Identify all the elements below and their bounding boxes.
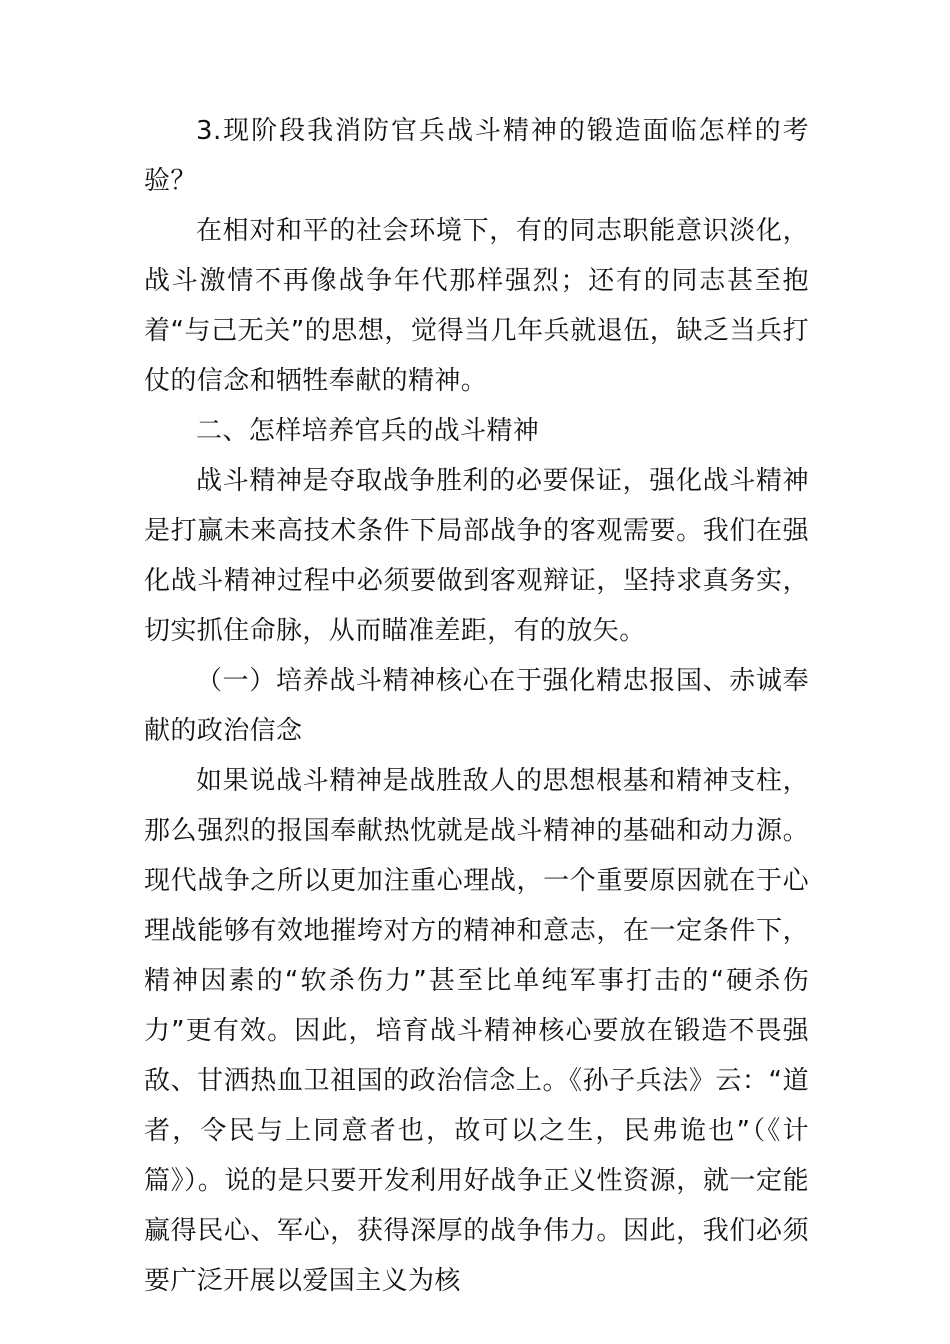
subsection-heading: （一）培养战斗精神核心在于强化精忠报国、赤诚奉献的政治信念	[144, 666, 809, 746]
document-body	[144, 106, 809, 1306]
question-heading: 3.现阶段我消防官兵战斗精神的锻造面临怎样的考验？	[144, 116, 809, 196]
body-paragraph: 在相对和平的社会环境下，有的同志职能意识淡化，战斗激情不再像战争年代那样强烈；还有的同志甚至抱着“与己无关”的思想，觉得当几年兵就退伍，缺乏当兵打仗的信念和牺牲奉献的精神。	[144, 216, 809, 396]
body-paragraph: 战斗精神是夺取战争胜利的必要保证，强化战斗精神是打赢未来高技术条件下局部战争的客观需要。我们在强化战斗精神过程中必须要做到客观辩证，坚持求真务实，切实抓住命脉，从而瞄准差距，有的放矢。	[144, 466, 809, 646]
section-heading: 二、怎样培养官兵的战斗精神	[196, 416, 540, 446]
body-paragraph: 如果说战斗精神是战胜敌人的思想根基和精神支柱，那么强烈的报国奉献热忱就是战斗精神的基础和动力源。现代战争之所以更加注重心理战，一个重要原因就在于心理战能够有效地摧垮对方的精神和意志，在一定条件下，精神因素的“软杀伤力”甚至比单纯军事打击的“硬杀伤力”更有效。因此，培育战斗精神核心要放在锻造不畏强敌、甘洒热血卫祖国的政治信念上。《孙子兵法》云：“道者，令民与上同意者也，故可以之生，民弗诡也”（《计篇》）。说的是只要开发利用好战争正义性资源，就一定能赢得民心、军心，获得深厚的战争伟力。因此，我们必须要广泛开展以爱国主义为核	[144, 766, 809, 1296]
